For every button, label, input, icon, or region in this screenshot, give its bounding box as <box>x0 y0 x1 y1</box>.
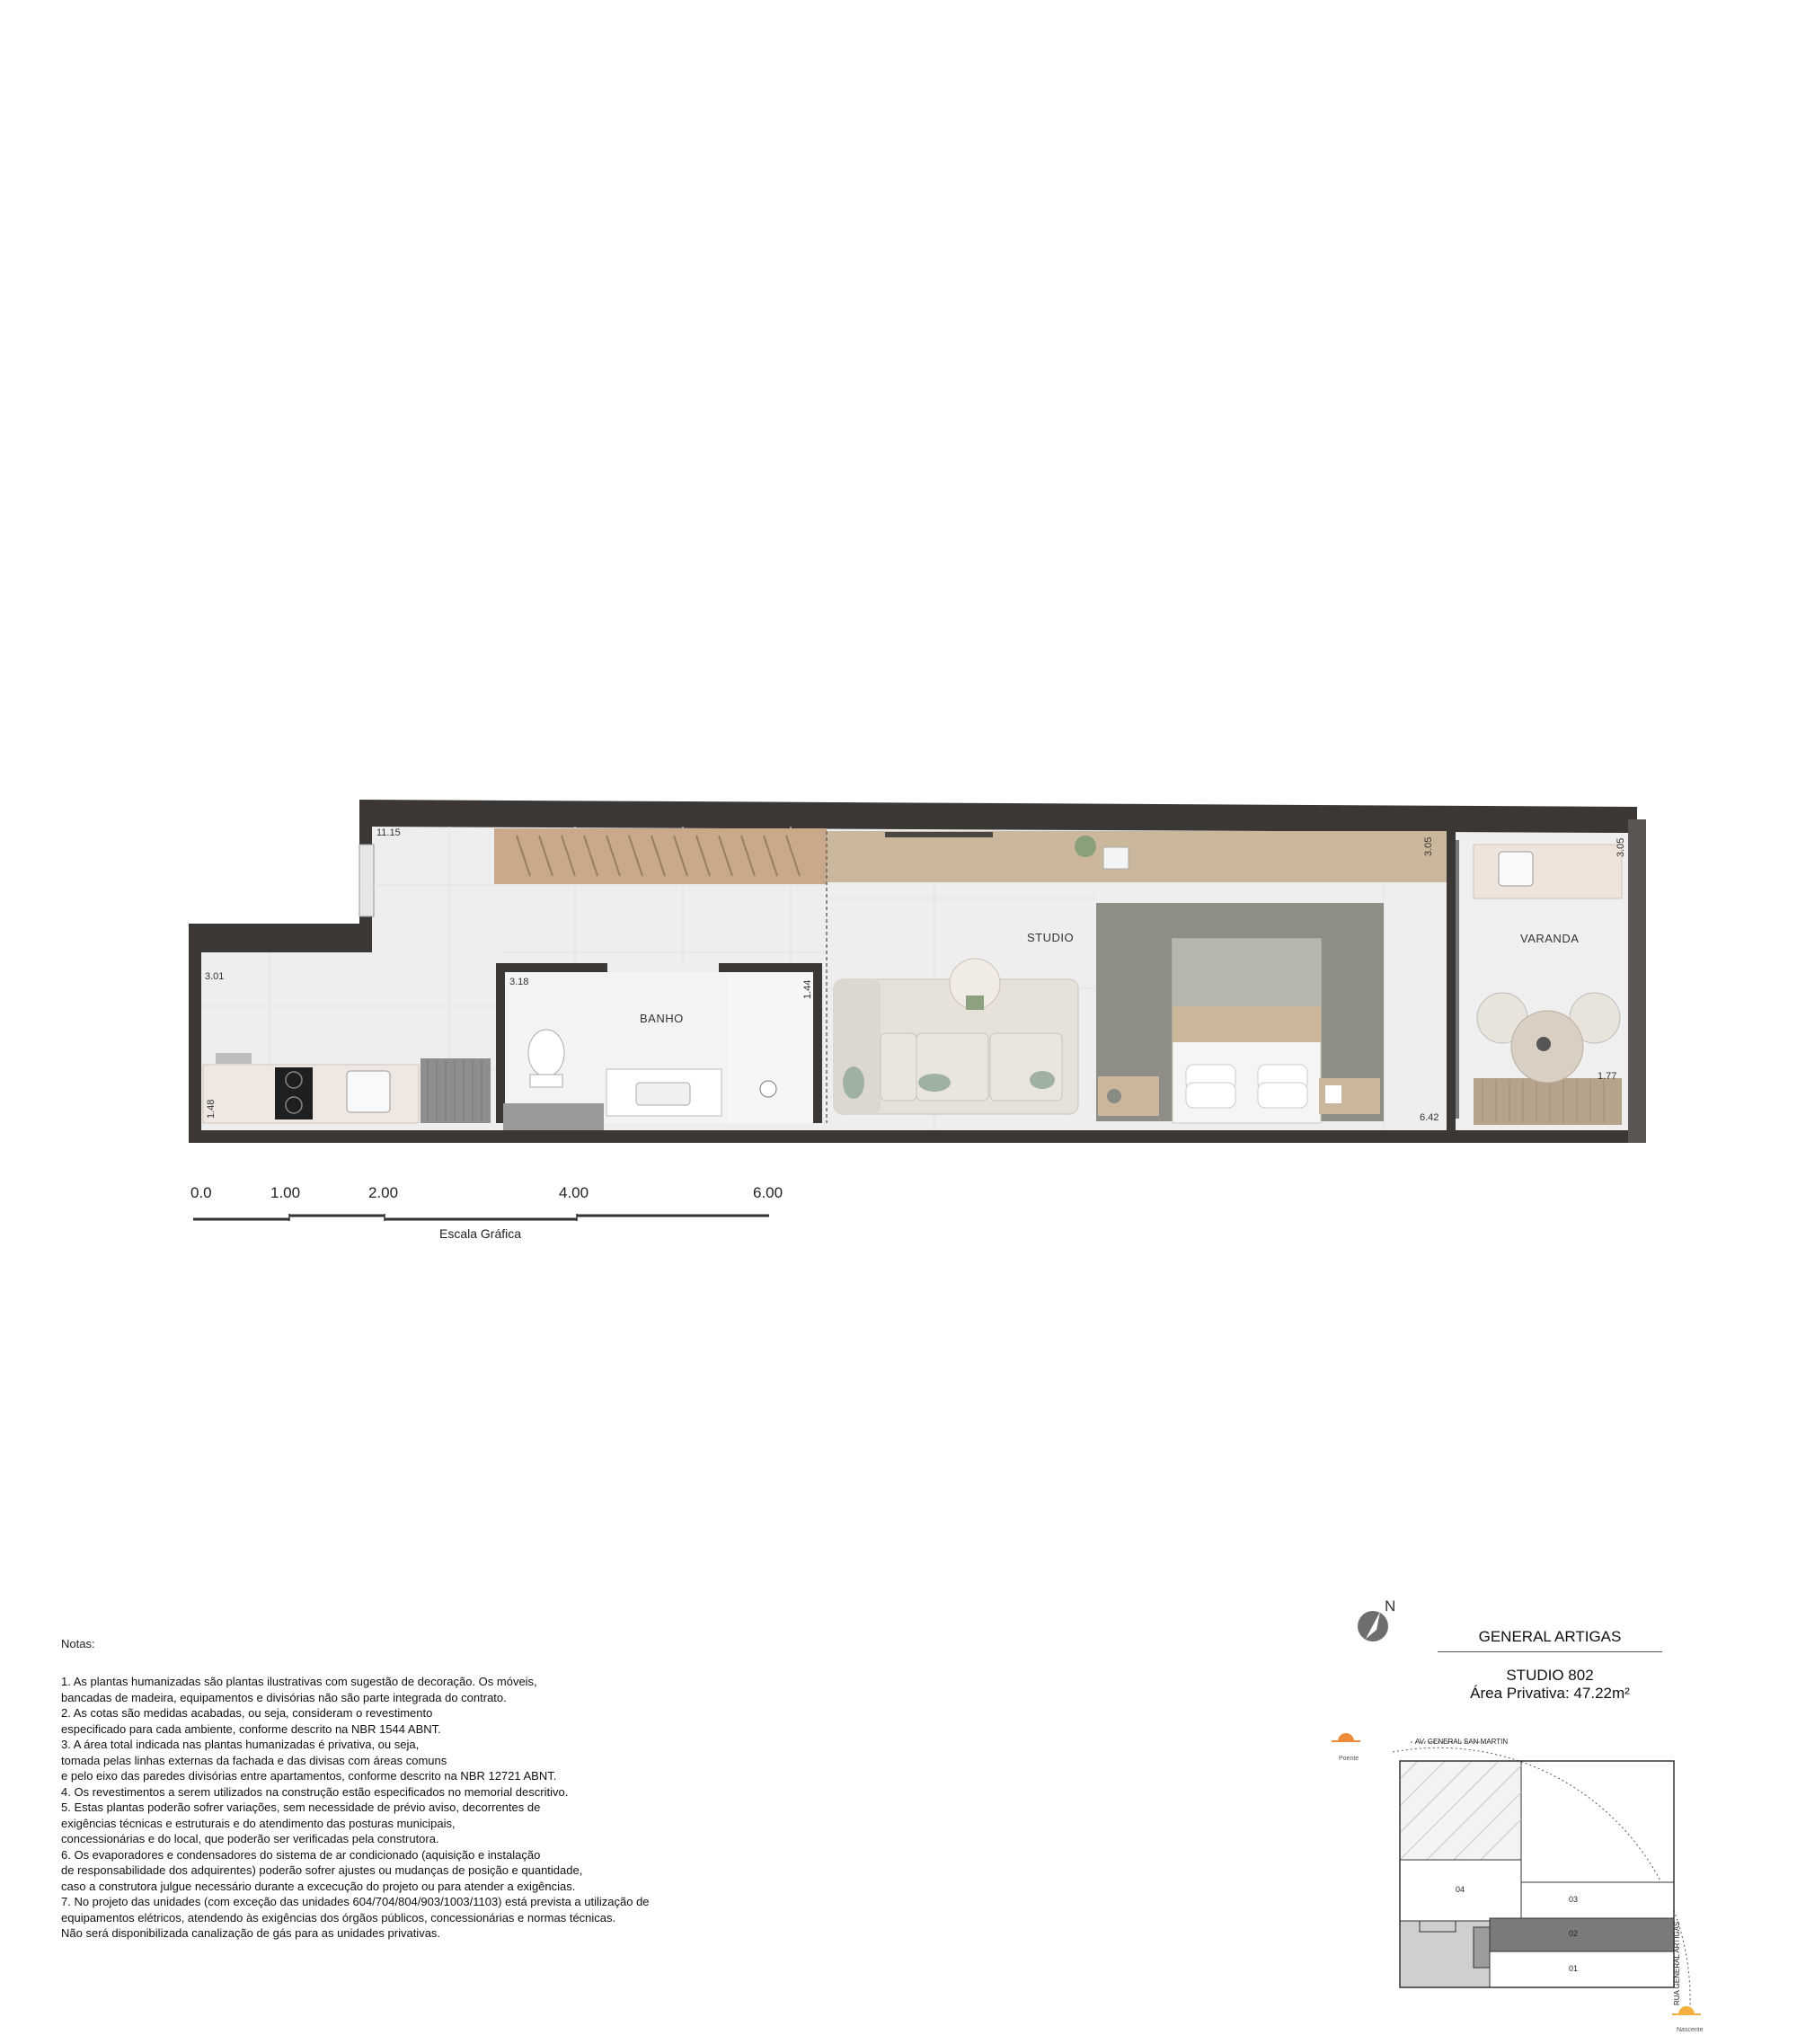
notes-heading: Notas: <box>61 1637 95 1650</box>
key-plan-unit-01 <box>1490 1951 1674 1987</box>
sunrise-icon <box>1672 2006 1701 2023</box>
sunset-icon <box>1332 1733 1360 1750</box>
scale-caption: Escala Gráfica <box>439 1226 522 1241</box>
scale-tick-label: 2.00 <box>368 1184 399 1201</box>
dimension-label: 3.01 <box>205 971 225 982</box>
notes-body: 1. As plantas humanizadas são plantas ilustrativas com sugestão de decoração. Os móveis, bancadas de madeira, equipamentos e divisórias não são parte integrada do contrato. 2. As cotas são medidas acabadas, ou seja, consideram o revestimento especificado para cada ambiente, conforme descrito na NBR 1544 ABNT. 3. A área total indicada nas plantas humanizadas é privativa, ou seja, tomada pelas linhas externas da fachada e das divisas com áreas comuns e pelo eixo das paredes divisórias entre apartamentos, conforme descrito na NBR 12721 ABNT. 4. Os revestimentos a serem utilizados na construção estão especificados no memorial descritivo. 5. Estas plantas poderão sofrer variações, sem necessidade de prévio aviso, decorrentes de exigências técnicas e estruturais e do atendimento das posturas municipais, concessionárias e do local, que poderão ser verificadas pela construtora. 6. Os evaporadores e condensadores do sistema de ar condicionado (aquisição e instalação de responsabilidade dos adquirentes) poderão sofrer ajustes ou mudanças de posição e quantidade, caso a construtora julgue necessário durante a excecução do projeto ou para atender a exigências. 7. No projeto das unidades (com exceção das unidades 604/704/804/903/1003/1103) está prevista a utilização de equipamentos elétricos, atendendo às exigências dos órgãos públicos, concessionárias e normas técnicas. Não será disponibilizada canalização de gás para as unidades privativas. <box>61 1675 650 1940</box>
private-area: Área Privativa: 47.22m² <box>1470 1685 1630 1702</box>
dimension-label: 1.48 <box>206 1099 217 1119</box>
kitchen-sink <box>347 1071 390 1112</box>
scale-tick-label: 0.0 <box>190 1184 212 1201</box>
street-label-top: AV. GENERAL SAN MARTIN <box>1415 1738 1509 1746</box>
cooktop <box>275 1067 313 1119</box>
key-plan-unit-03 <box>1521 1882 1674 1918</box>
fridge <box>420 1058 491 1123</box>
graphic-scale <box>180 1181 809 1244</box>
dimension-label: 3.05 <box>1616 837 1626 857</box>
key-plan <box>1330 1725 1725 2040</box>
shelf-niche <box>503 1103 604 1130</box>
title-block <box>1438 1628 1662 1703</box>
wood-cabinet <box>827 831 1447 882</box>
unit-number: 01 <box>1569 1964 1579 1973</box>
dimension-label: 6.42 <box>1420 1112 1439 1123</box>
dimension-label: 1.44 <box>802 979 813 999</box>
sunrise-label: Nascente <box>1677 2027 1704 2033</box>
balcony-wall <box>1447 827 1456 1132</box>
north-arrow <box>1355 1599 1400 1644</box>
microwave <box>216 1053 252 1064</box>
notes-section <box>61 1637 870 1942</box>
room-label-varanda: VARANDA <box>1520 932 1580 945</box>
north-label: N <box>1385 1597 1396 1615</box>
tv-bar <box>885 832 993 837</box>
room-label-studio: STUDIO <box>1027 931 1075 944</box>
street-label-right: RUA GENERAL ARTIGAS <box>1673 1921 1681 2005</box>
shower-head <box>760 1081 776 1097</box>
balcony-door <box>1456 840 1459 1119</box>
sunset-label: Poente <box>1339 1756 1359 1762</box>
balcony-counter <box>1474 845 1622 898</box>
window-opening <box>359 845 374 916</box>
scale-tick-label: 4.00 <box>559 1184 589 1201</box>
dimension-label: 3.05 <box>1423 836 1434 856</box>
dimension-label: 11.15 <box>376 827 401 838</box>
unit-name: STUDIO 802 <box>1506 1667 1594 1684</box>
plant <box>1075 836 1096 857</box>
scale-tick-label: 6.00 <box>753 1184 783 1201</box>
shower-area <box>728 972 813 1123</box>
unit-number: 03 <box>1569 1895 1579 1904</box>
key-plan-unit-02 <box>1490 1918 1674 1951</box>
toilet <box>528 1030 564 1076</box>
decor-box <box>1103 847 1129 869</box>
room-label-banho: BANHO <box>640 1012 684 1025</box>
building-name: GENERAL ARTIGAS <box>1438 1628 1662 1652</box>
unit-number: 02 <box>1569 1929 1579 1938</box>
unit-number: 04 <box>1456 1885 1465 1894</box>
dimension-label: 1.77 <box>1598 1071 1617 1082</box>
balcony-railing <box>1628 819 1646 1143</box>
scale-tick-label: 1.00 <box>270 1184 301 1201</box>
dimension-label: 3.18 <box>509 977 529 987</box>
